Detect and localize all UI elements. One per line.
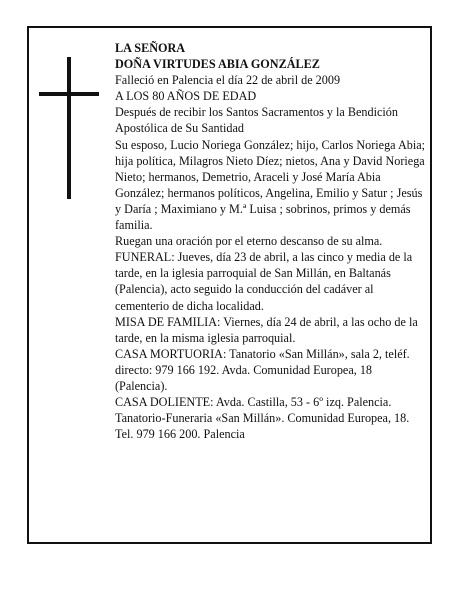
cross-vertical-bar (67, 57, 71, 199)
funeral-home-details: Tanatorio-Funeraria «San Millán». Comunidad Europea, 18. Tel. 979 166 200. Palencia (115, 411, 410, 442)
title-line-1: LA SEÑORA (115, 41, 186, 55)
family-mass-details: MISA DE FAMILIA: Viernes, día 24 de abril, a las ocho de la tarde, en la misma iglesia parroquial. (115, 314, 418, 345)
deceased-name: DOÑA VIRTUDES ABIA GONZÁLEZ (115, 57, 320, 72)
death-statement: Falleció en Palencia el día 22 de abril de 2009 (115, 73, 341, 88)
obituary-frame (27, 26, 432, 544)
family-list: Su esposo, Lucio Noriega González; hijo, Carlos Noriega Abia; hija política, Milagros Nieto Díez; nietos, Ana y David Noriega Nieto; hermanos, Demetrio, Araceli y José María Abia González; hermanos políticos, Angelina, Emilio y Satur ; Jesús y Daría ; Maximiano y M.ª Luisa ; sobrinos, primos y demás familia. (115, 137, 426, 233)
age-statement: A LOS 80 AÑOS DE EDAD (115, 89, 257, 104)
sacraments-statement: Después de recibir los Santos Sacramentos y la Bendición Apostólica de Su Santidad (115, 105, 398, 136)
cross-horizontal-bar (39, 92, 99, 96)
funeral-details: FUNERAL: Jueves, día 23 de abril, a las cinco y media de la tarde, en la iglesia parroquial de San Millán, en Baltanás (Palencia), acto seguido la conducción del cadáver al cementerio de dicha localidad. (115, 250, 413, 313)
mortuary-house-details: CASA MORTUORIA: Tanatorio «San Millán», sala 2, teléf. directo: 979 166 192. Avda. Comunidad Europea, 18 (Palencia). (115, 346, 410, 393)
obituary-text (115, 40, 427, 442)
mourning-house-details: CASA DOLIENTE: Avda. Castilla, 53 - 6º izq. Palencia. (115, 395, 392, 410)
prayer-request: Ruegan una oración por el eterno descanso de su alma. (115, 234, 383, 249)
